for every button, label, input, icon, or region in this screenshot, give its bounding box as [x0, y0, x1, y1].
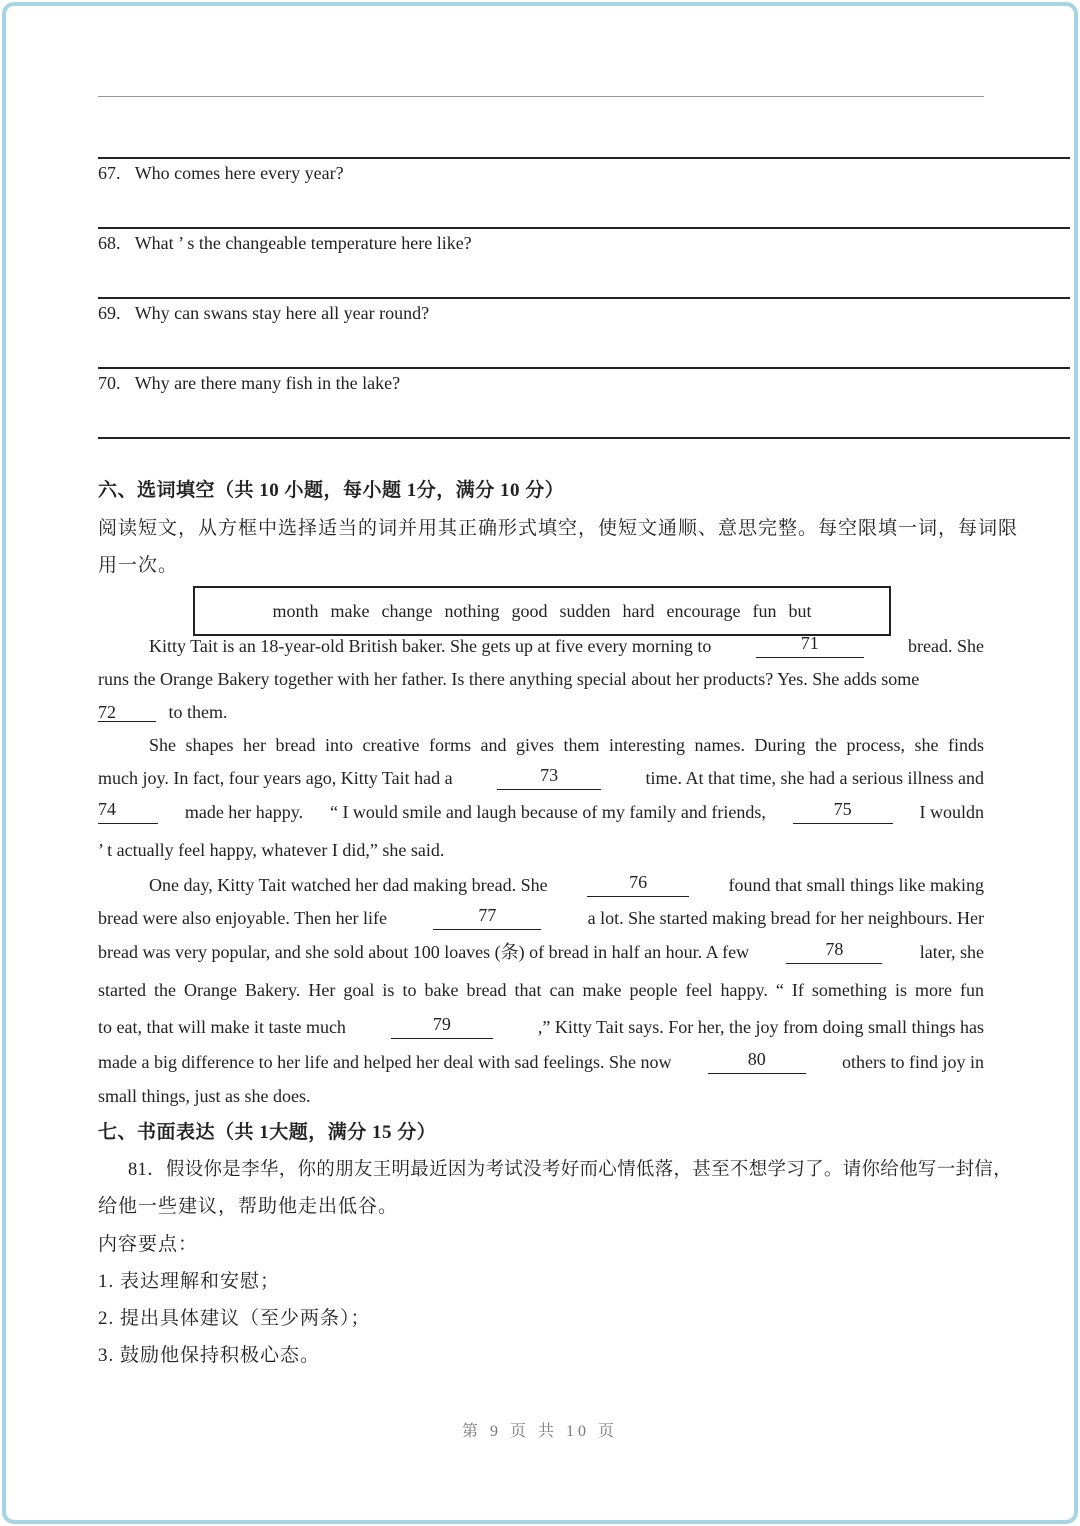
passage-text: found that small things like making [728, 875, 984, 895]
passage-line [98, 906, 984, 930]
passage-line [98, 634, 984, 658]
passage-text: I wouldn [919, 802, 984, 822]
point-item: 2. 提出具体建议（至少两条）； [98, 1308, 371, 1329]
point-item: 1. 表达理解和安慰； [98, 1271, 281, 1292]
answer-line [98, 227, 1070, 229]
question-69 [98, 303, 429, 324]
question-81-cont: 给他一些建议，帮助他走出低谷。 [98, 1196, 399, 1217]
passage-text: Kitty Tait is an 18-year-old British baker. She gets up at five every morning to [149, 636, 712, 656]
blank-80[interactable]: 80 [708, 1050, 806, 1074]
question-number: 70. [98, 373, 121, 393]
passage-line [98, 800, 984, 824]
blank-75[interactable]: 75 [793, 800, 893, 824]
question-text: What ’ s the changeable temperature here like? [134, 233, 472, 253]
passage-line [98, 733, 984, 757]
blank-74[interactable]: 74 [98, 800, 158, 824]
blank-78[interactable]: 78 [786, 940, 882, 964]
section-6-instruction: 阅读短文，从方框中选择适当的词并用其正确形式填空，使短文通顺、意思完整。每空限填一词，每词限 [98, 518, 1019, 539]
passage-line [98, 873, 984, 897]
word-bank-word: fun [752, 600, 777, 621]
word-bank-word: encourage [666, 600, 741, 621]
passage-text: made her happy. [184, 802, 304, 822]
section-6-instruction-cont: 用一次。 [98, 555, 179, 576]
word-bank-word: good [511, 600, 548, 621]
word-bank-word: change [381, 600, 433, 621]
question-text: Why are there many fish in the lake? [134, 373, 401, 393]
word-bank-word: month [272, 600, 319, 621]
blank-73[interactable]: 73 [497, 766, 601, 790]
word-bank-word: sudden [559, 600, 611, 621]
passage-line [98, 667, 984, 691]
word-bank-word: nothing [444, 600, 500, 621]
points-title: 内容要点： [98, 1234, 199, 1255]
passage-line [98, 1050, 984, 1074]
passage-text: ’ t actually feel happy, whatever I did,” she said. [98, 840, 445, 860]
passage-text: made a big difference to her life and helped her deal with sad feelings. She now [98, 1052, 672, 1072]
word-bank-word: but [788, 600, 812, 621]
answer-line [98, 157, 1070, 159]
passage-text: much joy. In fact, four years ago, Kitty Tait had a [98, 768, 453, 788]
passage-line [98, 838, 984, 862]
section-6-title: 六、选词填空（共 10 小题，每小题 1分，满分 10 分） [98, 480, 565, 501]
word-bank-word: hard [622, 600, 655, 621]
section-7-title: 七、书面表达（共 1大题，满分 15 分） [98, 1122, 437, 1143]
blank-77[interactable]: 77 [433, 906, 541, 930]
passage-text: “ I would smile and laugh because of my family and friends, [329, 802, 766, 822]
blank-76[interactable]: 76 [587, 873, 689, 897]
passage-text: bread were also enjoyable. Then her life [98, 908, 388, 928]
question-67 [98, 163, 344, 184]
question-text: Who comes here every year? [134, 163, 344, 183]
passage-text: to eat, that will make it taste much [98, 1017, 346, 1037]
passage-text: small things, just as she does. [98, 1086, 311, 1106]
page-border [2, 2, 1078, 1524]
word-bank [193, 586, 891, 636]
answer-line [98, 297, 1070, 299]
answer-line [98, 367, 1070, 369]
passage-line [98, 1084, 984, 1108]
question-number: 67. [98, 163, 121, 183]
passage-text: One day, Kitty Tait watched her dad making bread. She [149, 875, 548, 895]
question-70 [98, 373, 400, 394]
page-footer: 第 9 页 共 10 页 [461, 1423, 618, 1440]
passage-text: She shapes her bread into creative forms and gives them interesting names. During the process, she finds [149, 735, 984, 755]
passage-text: ,” Kitty Tait says. For her, the joy from doing small things has [537, 1017, 984, 1037]
passage-text: a lot. She started making bread for her neighbours. Her [587, 908, 984, 928]
blank-72[interactable]: 72 [98, 703, 156, 722]
passage-text: to them. [168, 702, 228, 722]
passage-line [98, 978, 984, 1002]
passage-text: time. At that time, she had a serious illness and [645, 768, 984, 788]
passage-line [98, 700, 984, 724]
question-number: 69. [98, 303, 121, 323]
passage-text: runs the Orange Bakery together with her father. Is there anything special about her products? Yes. She adds some [98, 669, 920, 689]
question-81: 81．假设你是李华，你的朋友王明最近因为考试没考好而心情低落，甚至不想学习了。请你给他写一封信， [128, 1160, 1012, 1180]
blank-71[interactable]: 71 [756, 634, 864, 658]
passage-line [98, 1015, 984, 1039]
answer-line [98, 437, 1070, 439]
passage-text: bread was very popular, and she sold about 100 loaves (条) of bread in half an hour. A few [98, 942, 750, 962]
passage-text: bread. She [908, 636, 984, 656]
passage-text: others to find joy in [842, 1052, 984, 1072]
point-item: 3. 鼓励他保持积极心态。 [98, 1345, 321, 1366]
blank-79[interactable]: 79 [391, 1015, 493, 1039]
answer-line [98, 96, 984, 97]
question-68 [98, 233, 472, 254]
word-bank-word: make [330, 600, 370, 621]
passage-line [98, 940, 984, 964]
question-number: 68. [98, 233, 121, 253]
question-text: Why can swans stay here all year round? [134, 303, 430, 323]
passage-text: later, she [919, 942, 984, 962]
passage-line [98, 766, 984, 790]
passage-text: started the Orange Bakery. Her goal is to bake bread that can make people feel happy. “ If something is more fun [98, 980, 984, 1000]
